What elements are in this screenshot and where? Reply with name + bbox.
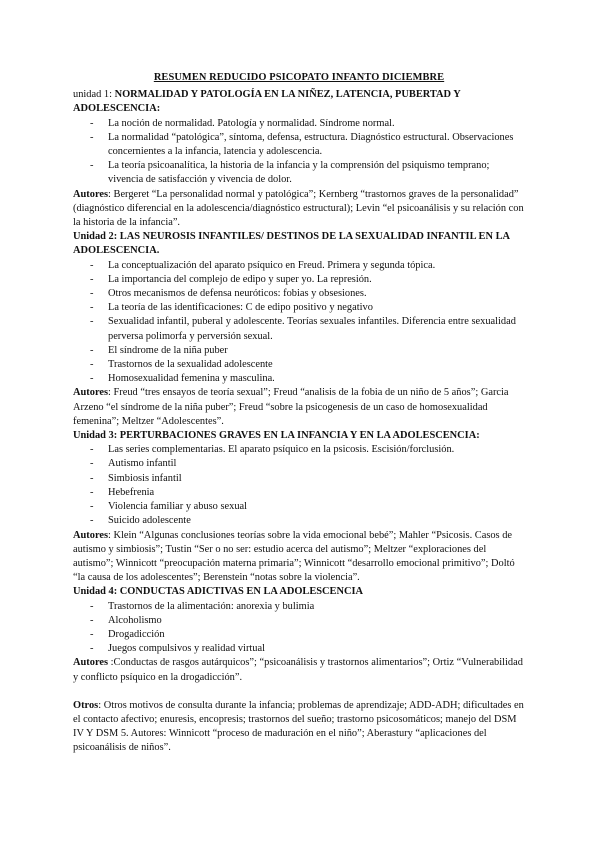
unit-3-topic: - Suicido adolescente xyxy=(73,514,525,528)
authors-text: :Conductas de rasgos autárquicos”; “psicoanálisis y trastornos alimentarios”; Ortiz “Vulnerabilidad y conflicto psíquico en la drogadicción”. xyxy=(73,657,523,683)
unit-2-topic: - La importancia del complejo de edipo y super yo. La represión. xyxy=(73,273,525,287)
unit-2-topic: - El síndrome de la niña puber xyxy=(73,344,525,358)
unit-4-heading: Unidad 4: CONDUCTAS ADICTIVAS EN LA ADOLESCENCIA xyxy=(73,586,364,598)
unit-2-topic: - Trastornos de la sexualidad adolescente xyxy=(73,358,525,372)
unit-1-topic: - La teoría psicoanalítica, la historia de la infancia y la comprensión del psiquismo temprano; vivencia de satisfacción y vivencia de dolor. xyxy=(73,159,525,187)
unit-1-authors xyxy=(73,188,525,231)
unit-4-topic: - Drogadicción xyxy=(73,628,525,642)
document-page xyxy=(73,71,525,756)
unit-1-heading xyxy=(73,88,525,116)
authors-text: : Klein “Algunas conclusiones teorías sobre la vida emocional bebé”; Mahler “Psicosis. Casos de autismo y simbiosis”; Tustin “Ser o no ser: estudio acerca del autismo”; Meltzer “exploraciones del autismo”; Winnicott “preocupación materna primaria”; Winnicott “desarrollo emocional primitivo”; Doltó “la causa de los adolescentes”; Berenstein “notas sobre la violencia”. xyxy=(73,529,515,584)
unit-4-authors xyxy=(73,656,525,684)
unit-4-topic: - Juegos compulsivos y realidad virtual xyxy=(73,642,525,656)
unit-2-topics xyxy=(73,259,525,387)
authors-label: Autores xyxy=(73,387,109,399)
unit-1 xyxy=(73,88,525,230)
unit-2-topic: - Otros mecanismos de defensa neuróticos: fobias y obsesiones. xyxy=(73,287,525,301)
unit-2 xyxy=(73,230,525,429)
document-title: RESUMEN REDUCIDO PSICOPATO INFANTO DICIEMBRE xyxy=(153,72,445,83)
unit-3-heading: Unidad 3: PERTURBACIONES GRAVES EN LA INFANCIA Y EN LA ADOLESCENCIA: xyxy=(73,430,480,442)
authors-label: Autores xyxy=(73,657,109,669)
unit-3-topics xyxy=(73,443,525,528)
unit-1-topics xyxy=(73,117,525,188)
unit-3-topic: - Autismo infantil xyxy=(73,457,525,471)
unit-2-topic: - La conceptualización del aparato psíquico en Freud. Primera y segunda tópica. xyxy=(73,259,525,273)
unit-1-heading-text: NORMALIDAD Y PATOLOGÍA EN LA NIÑEZ, LATENCIA, PUBERTAD Y ADOLESCENCIA: xyxy=(73,89,461,115)
unit-1-prefix: unidad 1: xyxy=(73,89,115,101)
unit-3-topic: - Las series complementarias. El aparato psíquico en la psicosis. Escisión/forclusión. xyxy=(73,443,525,457)
unit-2-authors xyxy=(73,386,525,429)
unit-2-topic: - La teoría de las identificaciones: C de edipo positivo y negativo xyxy=(73,301,525,315)
others-paragraph xyxy=(73,699,525,756)
unit-2-topic: - Homosexualidad femenina y masculina. xyxy=(73,372,525,386)
unit-3-topic: - Violencia familiar y abuso sexual xyxy=(73,500,525,514)
unit-4-topic: - Alcoholismo xyxy=(73,614,525,628)
unit-3 xyxy=(73,429,525,585)
others-label: Otros xyxy=(73,699,99,711)
unit-2-heading: Unidad 2: LAS NEUROSIS INFANTILES/ DESTINOS DE LA SEXUALIDAD INFANTIL EN LA ADOLESCENCIA. xyxy=(73,231,510,257)
unit-1-topic: - La noción de normalidad. Patología y normalidad. Síndrome normal. xyxy=(73,117,525,131)
unit-4 xyxy=(73,585,525,684)
unit-1-topic: - La normalidad “patológica”, síntoma, defensa, estructura. Diagnóstico estructural. Observaciones concernientes a la infancia, latencia y adolescencia. xyxy=(73,131,525,159)
authors-label: Autores xyxy=(73,529,109,541)
unit-2-topic: - Sexualidad infantil, puberal y adolescente. Teorías sexuales infantiles. Diferencia entre sexualidad perversa polimorfa y perversión sexual. xyxy=(73,315,525,343)
unit-4-topics xyxy=(73,600,525,657)
authors-label: Autores xyxy=(73,188,109,200)
authors-text: : Freud “tres ensayos de teoría sexual”; Freud “analisis de la fobia de un niño de 5 años”; Garcia Arzeno “el síndrome de la niña puber”; Freud “sobre la psicogenesis de un caso de homosexualidad femenina”; Meltzer “Adolescentes”. xyxy=(73,387,509,427)
unit-4-topic: - Trastornos de la alimentación: anorexia y bulimia xyxy=(73,600,525,614)
authors-text: : Bergeret “La personalidad normal y patológica”; Kernberg “trastornos graves de la personalidad” (diagnóstico diferencial en la adolescencia/diagnóstico estructural); Levin “el psicoanálisis y su relación con la historia de la infancia”. xyxy=(73,188,524,229)
unit-3-topic: - Hebefrenia xyxy=(73,486,525,500)
unit-3-authors xyxy=(73,529,525,586)
unit-3-topic: - Simbiosis infantil xyxy=(73,472,525,486)
others-text: : Otros motivos de consulta durante la infancia; problemas de aprendizaje; ADD-ADH; dificultades en el contacto afectivo; enuresis, encopresis; trastornos del sueño; trastorno psicosomáticos; manejo del DSM IV Y DSM 5. Autores: Winnicott “proceso de maduración en el niño”; Aberastury “aplicaciones del psicoanálisis de niños”. xyxy=(73,699,524,754)
